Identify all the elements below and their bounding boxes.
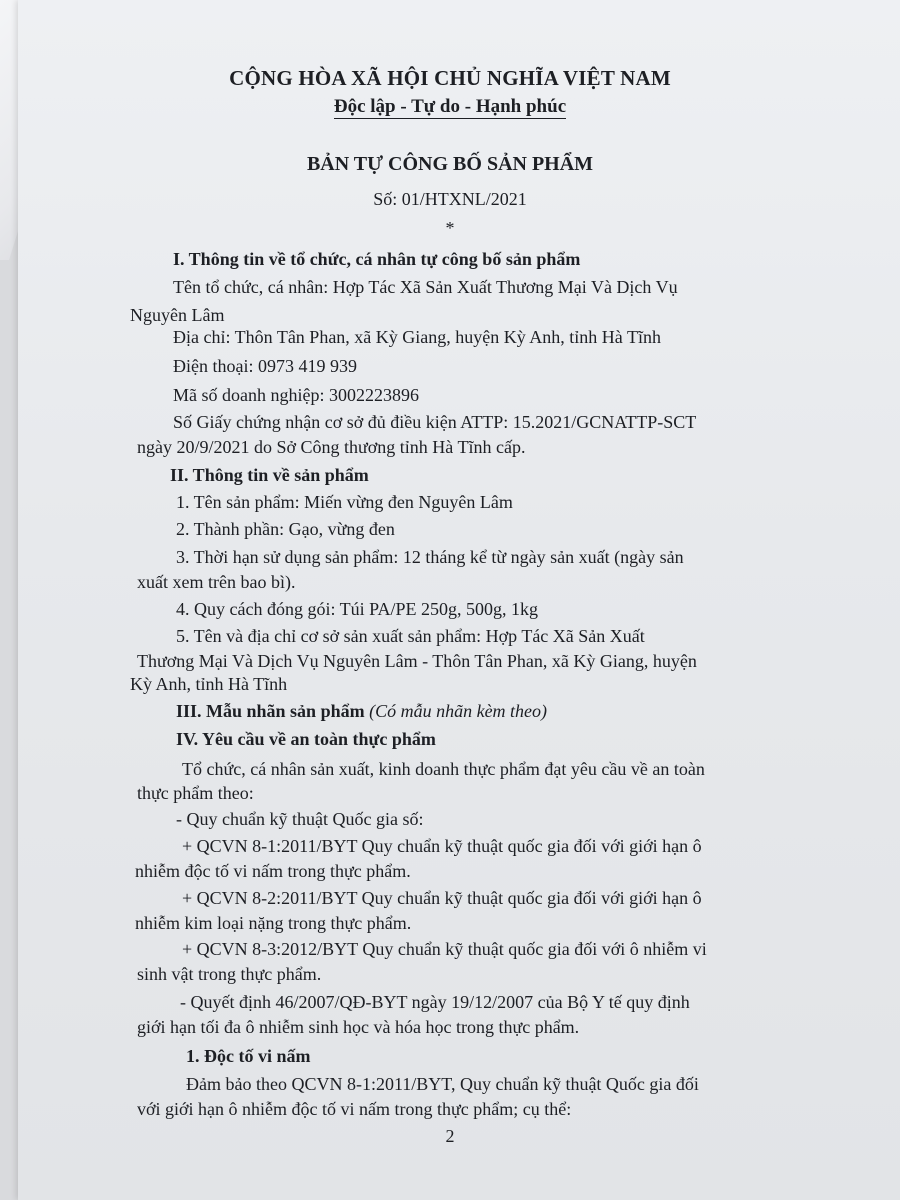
document-title: BẢN TỰ CÔNG BỐ SẢN PHẨM	[306, 153, 594, 175]
text-line: + QCVN 8-2:2011/BYT Quy chuẩn kỹ thuật quốc gia đối với giới hạn ô	[182, 888, 702, 908]
text-line: sinh vật trong thực phẩm.	[137, 964, 322, 984]
text-line: Đảm bảo theo QCVN 8-1:2011/BYT, Quy chuẩn kỹ thuật Quốc gia đối	[186, 1074, 699, 1094]
text-line: xuất xem trên bao bì).	[137, 572, 296, 592]
text-line: Điện thoại: 0973 419 939	[173, 356, 357, 376]
text-line: Nguyên Lâm	[130, 305, 225, 325]
text-line: Thương Mại Và Dịch Vụ Nguyên Lâm - Thôn Tân Phan, xã Kỳ Giang, huyện	[137, 651, 697, 671]
text-line: ngày 20/9/2021 do Sở Công thương tỉnh Hà Tĩnh cấp.	[137, 437, 526, 457]
text-line: nhiễm kim loại nặng trong thực phẩm.	[135, 913, 412, 933]
text-line: Địa chỉ: Thôn Tân Phan, xã Kỳ Giang, huyện Kỳ Anh, tỉnh Hà Tĩnh	[173, 327, 661, 347]
text-line: Tổ chức, cá nhân sản xuất, kinh doanh thực phẩm đạt yêu cầu về an toàn	[182, 759, 705, 779]
section-heading: I. Thông tin về tổ chức, cá nhân tự công bố sản phẩm	[173, 249, 581, 269]
text-line: giới hạn tối đa ô nhiễm sinh học và hóa học trong thực phẩm.	[137, 1017, 580, 1037]
text-line: Mã số doanh nghiệp: 3002223896	[173, 385, 419, 405]
text-line: 4. Quy cách đóng gói: Túi PA/PE 250g, 500g, 1kg	[176, 599, 539, 619]
section-heading: II. Thông tin về sản phẩm	[170, 465, 369, 485]
text-line: Số Giấy chứng nhận cơ sở đủ điều kiện ATTP: 15.2021/GCNATTP-SCT	[173, 412, 697, 432]
document-number: Số: 01/HTXNL/2021	[373, 189, 527, 209]
text-line: Tên tổ chức, cá nhân: Hợp Tác Xã Sản Xuất Thương Mại Và Dịch Vụ	[173, 277, 678, 297]
motto: Độc lập - Tự do - Hạnh phúc	[333, 96, 567, 117]
text-line: với giới hạn ô nhiễm độc tố vi nấm trong thực phẩm; cụ thể:	[137, 1099, 572, 1119]
text-line: 1. Tên sản phẩm: Miến vừng đen Nguyên Lâm	[176, 492, 513, 512]
country-header: CỘNG HÒA XÃ HỘI CHỦ NGHĨA VIỆT NAM	[229, 66, 671, 90]
text-line: + QCVN 8-1:2011/BYT Quy chuẩn kỹ thuật quốc gia đối với giới hạn ô	[182, 836, 702, 856]
section-heading: 1. Độc tố vi nấm	[186, 1046, 311, 1066]
text-line: nhiễm độc tố vi nấm trong thực phẩm.	[135, 861, 411, 881]
separator-mark: *	[445, 218, 455, 238]
section-heading: IV. Yêu cầu về an toàn thực phẩm	[176, 729, 436, 749]
text-line: - Quyết định 46/2007/QĐ-BYT ngày 19/12/2007 của Bộ Y tế quy định	[180, 992, 690, 1012]
text-line: 2. Thành phần: Gạo, vừng đen	[176, 519, 395, 539]
text-line: Kỳ Anh, tỉnh Hà Tĩnh	[130, 674, 288, 694]
text-line: 3. Thời hạn sử dụng sản phẩm: 12 tháng kể từ ngày sản xuất (ngày sản	[176, 547, 684, 567]
text-line: + QCVN 8-3:2012/BYT Quy chuẩn kỹ thuật quốc gia đối với ô nhiễm vi	[182, 939, 707, 959]
text-line: thực phẩm theo:	[137, 783, 254, 803]
page-number: 2	[445, 1126, 455, 1146]
text-line: 5. Tên và địa chỉ cơ sở sản xuất sản phẩm: Hợp Tác Xã Sản Xuất	[176, 626, 645, 646]
text-line: - Quy chuẩn kỹ thuật Quốc gia số:	[176, 809, 424, 829]
section-heading: III. Mẫu nhãn sản phẩm (Có mẫu nhãn kèm theo)	[176, 701, 548, 721]
